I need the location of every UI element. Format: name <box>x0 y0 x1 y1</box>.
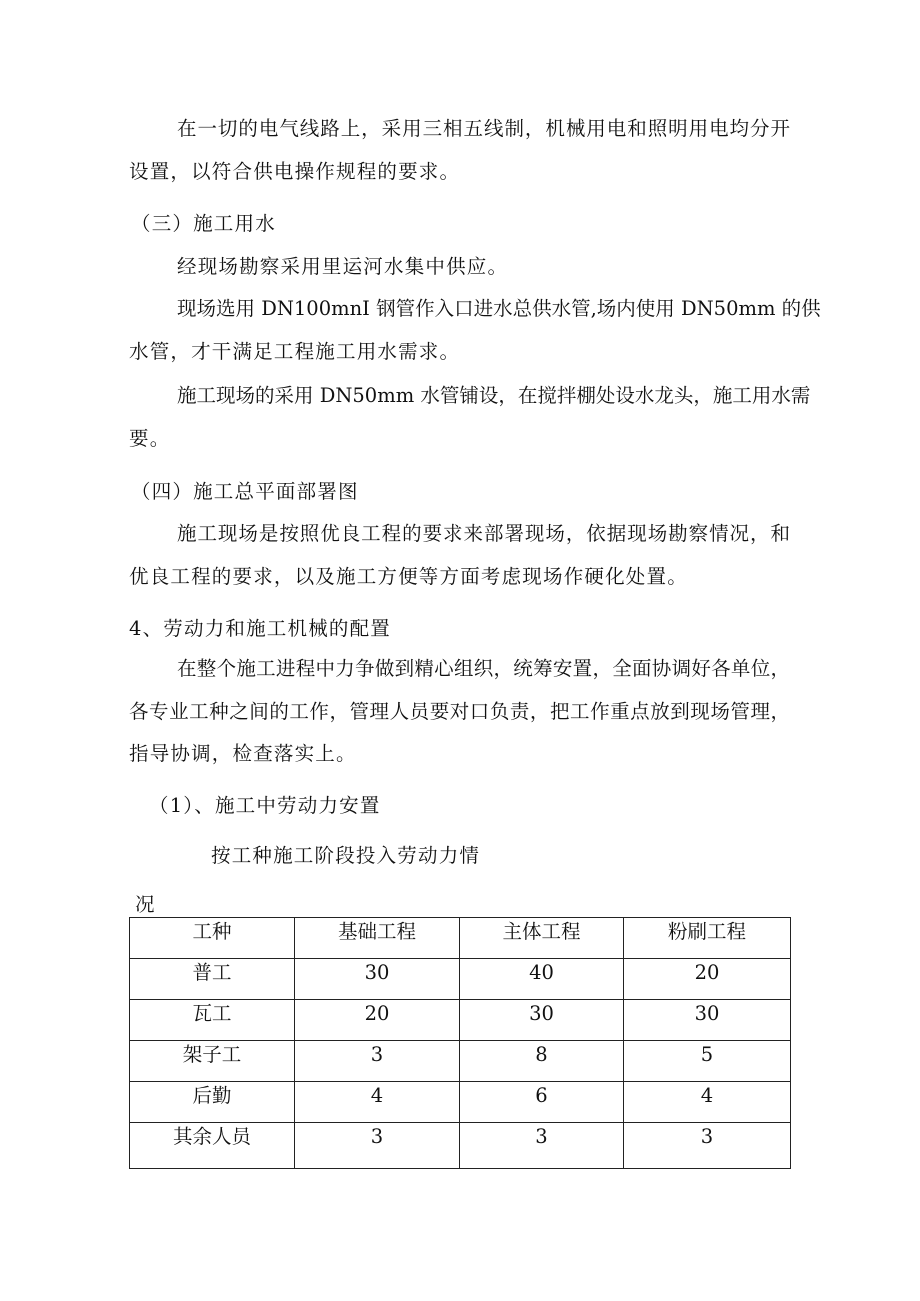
table-cell: 6 <box>460 1082 624 1123</box>
table-cell: 普工 <box>130 959 295 1000</box>
table-row <box>130 1082 791 1123</box>
table-cell: 4 <box>295 1082 460 1123</box>
table-header-cell: 主体工程 <box>460 918 624 959</box>
section-heading: 4、劳动力和施工机械的配置 <box>129 617 392 640</box>
table-cell: 20 <box>295 1000 460 1041</box>
table-row <box>130 959 791 1000</box>
table-header-cell: 基础工程 <box>295 918 460 959</box>
table-row <box>130 1000 791 1041</box>
section-heading: （四）施工总平面部署图 <box>131 480 359 503</box>
table-cell: 其余人员 <box>130 1123 295 1169</box>
table-header-cell: 粉刷工程 <box>624 918 791 959</box>
table-cell: 4 <box>624 1082 791 1123</box>
table-cell: 架子工 <box>130 1041 295 1082</box>
paragraph-line: 指导协调，检查落实上。 <box>129 742 357 765</box>
table-row <box>130 1123 791 1169</box>
paragraph-line: 要。 <box>129 427 171 450</box>
paragraph-line: 各专业工种之间的工作，管理人员要对口负责，把工作重点放到现场管理， <box>129 700 790 723</box>
table-cell: 8 <box>460 1041 624 1082</box>
table-header-cell: 工种 <box>130 918 295 959</box>
paragraph-line: 现场选用 DN100mnI 钢管作入口进水总供水管,场内使用 DN50mm 的供 <box>177 297 821 320</box>
table-row <box>130 1041 791 1082</box>
table-cell: 3 <box>624 1123 791 1169</box>
table-cell: 3 <box>295 1041 460 1082</box>
table-cell: 30 <box>624 1000 791 1041</box>
table-caption: 按工种施工阶段投入劳动力情 <box>211 844 481 867</box>
table-cell: 30 <box>295 959 460 1000</box>
table-cell: 20 <box>624 959 791 1000</box>
paragraph-line: 施工现场是按照优良工程的要求来部署现场，依据现场勘察情况，和 <box>177 522 790 545</box>
table-cell: 40 <box>460 959 624 1000</box>
paragraph-line: 在整个施工进程中力争做到精心组织，统筹安置，全面协调好各单位， <box>177 657 790 680</box>
table-caption: 况 <box>135 893 156 916</box>
table-cell: 后勤 <box>130 1082 295 1123</box>
paragraph-line: 施工现场的采用 DN50mm 水管铺设，在搅拌棚处设水龙头，施工用水需 <box>177 384 811 407</box>
table-cell: 5 <box>624 1041 791 1082</box>
paragraph-line: 优良工程的要求，以及施工方便等方面考虑现场作硬化处置。 <box>129 565 688 588</box>
labor-table <box>129 917 791 1169</box>
paragraph-line: 设置，以符合供电操作规程的要求。 <box>129 160 461 183</box>
table-cell: 3 <box>460 1123 624 1169</box>
table-cell: 瓦工 <box>130 1000 295 1041</box>
paragraph-line: 在一切的电气线路上，采用三相五线制，机械用电和照明用电均分开 <box>177 117 790 140</box>
table-header-row <box>130 918 791 959</box>
section-heading: （三）施工用水 <box>131 212 276 235</box>
subsection-heading: （1）、施工中劳动力安置 <box>149 794 381 817</box>
table-cell: 30 <box>460 1000 624 1041</box>
paragraph-line: 水管，才干满足工程施工用水需求。 <box>129 340 461 363</box>
table-cell: 3 <box>295 1123 460 1169</box>
paragraph-line: 经现场勘察采用里运河水集中供应。 <box>177 255 509 278</box>
